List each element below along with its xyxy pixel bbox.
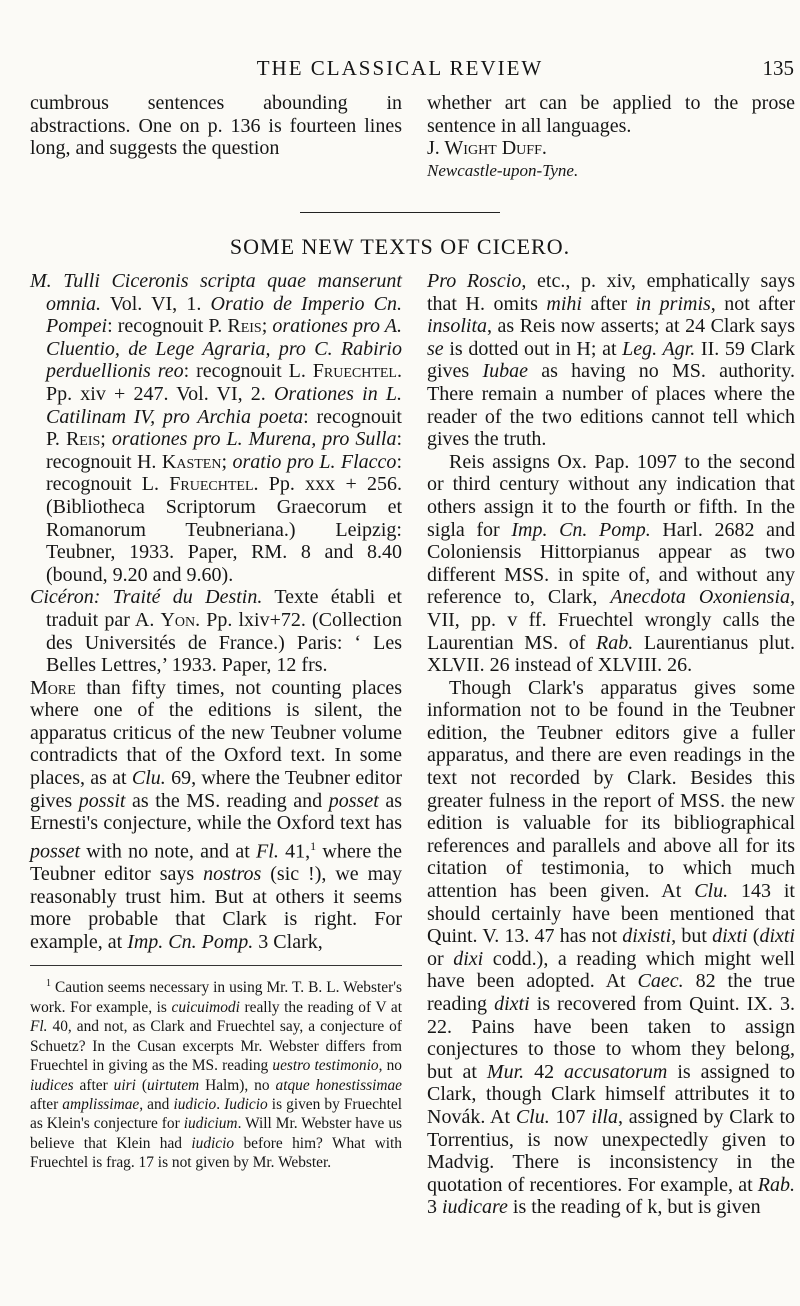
reviewer-signature: J. Wight Duff. xyxy=(427,137,547,160)
footnote-marker[interactable]: 1 xyxy=(310,838,317,853)
prev-review-right-text: whether art can be applied to the prose sentence in all languages. xyxy=(427,92,795,137)
reference-teubner: M. Tulli Ciceronis scripta quae manserunt omnia. Vol. VI, 1. Oratio de Imperio Cn. Pompei: recognouit P. Reis; orationes pro A. Cluentio, de Lege Agraria, pro C. Rabirio perduellionis reo: recognouit L. Fruechtel. Pp. xiv + 247. Vol. VI, 2. Orationes in L. Catilinam IV, pro Archia poeta: recognouit P. Reis; orationes pro L. Murena, pro Sulla: recognouit H. Kasten; oratio pro L. Flacco: recognouit L. Fruechtel. Pp. xxx + 256. (Bibliotheca Scriptorum Graecorum et Romanorum Teubneriana.) Leipzig: Teubner, 1933. Paper, RM. 8 and 8.40 (bound, 9.20 and 9.60). xyxy=(30,270,403,586)
right-column xyxy=(427,270,795,1219)
prev-review-right xyxy=(427,92,795,182)
footnote xyxy=(30,974,402,1172)
paragraph-2: Pro Roscio, etc., p. xiv, emphatically says that H. omits mihi after in primis, not after insolita, as Reis now asserts; at 24 Clark says se is dotted out in H; at Leg. Agr. II. 59 Clark gives Iubae as having no MS. authority. There remain a number of places where the reader of the two editions cannot tell which gives the truth. xyxy=(427,270,795,451)
footnote-text: $^1$ Caution seems necessary in using Mr. T. B. L. Webster's work. For example, is cuicuimodi really the reading of V at Fl. 40, and not, as Clark and Fruechtel say, a conjecture of Schuetz? In the Cusan excerpts Mr. Webster differs from Fruechtel in giving as the MS. reading uestro testimonio, no iudices after uiri (uirtutem Halm), no atque honestissimae after amplissimae, and iudicio. Iudicio is given by Fruechtel as Klein's conjecture for iudicium. Will Mr. Webster have us believe that Klein had iudicio before him? What with Fruechtel is frag. 17 is not given by Mr. Webster. xyxy=(30,978,403,1172)
paragraph-1: More than fifty times, not counting places where one of the editions is silent, the apparatus criticus of the new Teubner volume contradicts that of the Oxford text. In some places, as at Clu. 69, where the Teubner editor gives possit as the MS. reading and posset as Ernesti's conjecture, while the Oxford text has posset with no note, and at Fl. 41,$^1$ where the Teubner editor says nostros (sic !), we may reasonably trust him. But at others it seems more probable that Clark is right. For example, at Imp. Cn. Pomp. 3 Clark, xyxy=(30,676,403,953)
left-column xyxy=(30,270,402,1173)
running-header xyxy=(0,56,800,82)
reviewer-place: Newcastle-upon-Tyne. xyxy=(427,160,579,180)
article-title: SOME NEW TEXTS OF CICERO. xyxy=(229,234,571,259)
section-divider xyxy=(300,212,500,213)
footnote-rule xyxy=(30,965,402,966)
journal-title: THE CLASSICAL REVIEW xyxy=(256,56,544,80)
bibliographic-references xyxy=(30,270,402,677)
page-number: 135 xyxy=(762,56,794,80)
prev-review-left-text: cumbrous sentences abounding in abstractions. One on p. 136 is fourteen lines long, and suggests the question xyxy=(30,92,402,160)
paragraph-4: Though Clark's apparatus gives some information not to be found in the Teubner edition, the Teubner editors give a fuller apparatus, and there are even readings in the text not recorded by Clark. Besides this greater fulness in the report of MSS. the new edition is valuable for its bibliographical references and parallels and above all for its citation of testimonia, to which much attention has been given. At Clu. 143 it should certainly have been mentioned that Quint. V. 13. 47 has not dixisti, but dixti (dixti or dixi codd.), a reading which might well have been adopted. At Caec. 82 the true reading dixti is recovered from Quint. IX. 3. 22. Pains have been taken to assign conjectures to those to whom they belong, but at Mur. 42 accusatorum is assigned to Clark, though Clark himself attributes it to Novák. At Clu. 107 illa, assigned by Clark to Torrentius, is now unexpectedly given to Madvig. There is inconsistency in the quotation of recentiores. For example, at Rab. 3 iudicare is the reading of k, but is given xyxy=(427,676,796,1219)
paragraph-3: Reis assigns Ox. Pap. 1097 to the second or third century without any indication that others assign it to the fourth or fifth. In the sigla for Imp. Cn. Pomp. Harl. 2682 and Coloniensis Hittorpianus appear as two different MSS. in spite of, and without any reference to, Clark, Anecdota Oxoniensia, VII, pp. v ff. Fruechtel wrongly calls the Laurentian MS. of Rab. Laurentianus plut. XLVII. 26 instead of XLVIII. 26. xyxy=(427,450,795,677)
reference-bude: Cicéron: Traité du Destin. Texte établi et traduit par A. Yon. Pp. lxiv+72. (Collection des Universités de France.) Paris: ‘ Les Belles Lettres,’ 1933. Paper, 12 frs. xyxy=(30,586,402,677)
prev-review-left xyxy=(30,92,402,160)
